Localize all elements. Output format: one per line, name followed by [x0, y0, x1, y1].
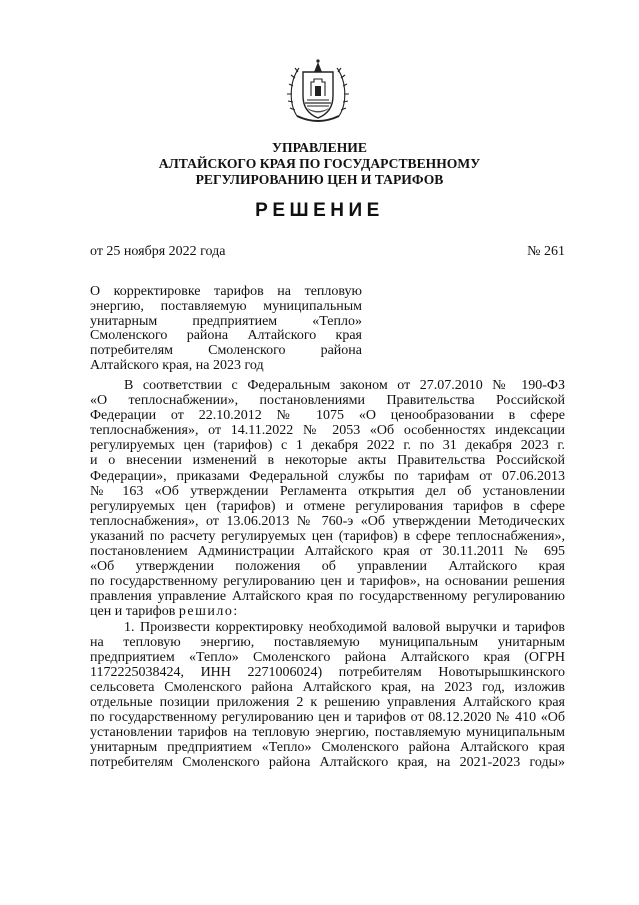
body-line: «О теплоснабжении», постановлениями Правительства Российской	[90, 393, 565, 409]
body-line: потребителям Смоленского района Алтайского края, на 2021-2023 годы»	[90, 755, 565, 771]
document-number: № 261	[527, 244, 565, 259]
document-title: РЕШЕНИЕ	[255, 200, 384, 221]
subject-line: энергию, поставляемую муниципальным	[90, 298, 362, 314]
body-line: Федерации от 22.10.2012 № 1075 «О ценообразовании в сфере	[90, 408, 565, 424]
body-line: сельсовета Смоленского района Алтайского края, на 2023 год, изложив	[90, 679, 565, 695]
body-line: теплоснабжения», от 14.11.2022 № 2053 «Об особенностях индексации	[90, 423, 565, 439]
body-line: унитарным предприятием «Тепло» Смоленского района Алтайского края	[90, 740, 565, 756]
subject-line: О корректировке тарифов на тепловую	[90, 284, 362, 299]
body-line: и о внесении изменений в некоторые акты Правительства Российской	[90, 453, 565, 469]
body-line: 1172225038424, ИНН 2271006024) потребителям Новотырышкинского	[90, 664, 565, 680]
body-line: «Об утверждении положения об управлении Алтайского края	[90, 559, 565, 575]
body-line: регулируемых цен (тарифов) с 1 декабря 2022 г. по 31 декабря 2023 г.	[90, 438, 565, 454]
authority-line: РЕГУЛИРОВАНИЮ ЦЕН И ТАРИФОВ	[195, 172, 444, 187]
document-body	[90, 378, 565, 770]
body-line: указаний по расчету регулируемых цен (тарифов) в сфере теплоснабжения»,	[90, 528, 565, 544]
body-line: установлении тарифов на тепловую энергию, поставляемую муниципальным	[90, 725, 565, 741]
body-line: отдельные позиции приложения 2 к решению управления Алтайского края	[90, 694, 565, 710]
body-line: 1. Произвести корректировку необходимой валовой выручки и тарифов	[124, 619, 565, 635]
subject-line: потребителям Смоленского района	[90, 343, 362, 359]
body-line: № 163 «Об утверждении Регламента открытия дел об установлении	[90, 483, 565, 499]
authority-line: АЛТАЙСКОГО КРАЯ ПО ГОСУДАРСТВЕННОМУ	[158, 156, 481, 171]
authority-line: УПРАВЛЕНИЕ	[272, 140, 367, 155]
body-line: Федерации», приказами Федеральной службы по тарифам от 07.06.2013	[90, 468, 565, 484]
issuing-authority	[100, 140, 539, 188]
body-line: по государственному регулированию цен и тарифов», на основании решения	[90, 574, 565, 590]
body-line: постановлением Администрации Алтайского края от 30.11.2011 № 695	[90, 544, 565, 560]
body-line: правления управление Алтайского края по государственному регулированию	[90, 589, 565, 605]
body-line: предприятием «Тепло» Смоленского района Алтайского края (ОГРН	[90, 649, 565, 665]
body-line: В соответствии с Федеральным законом от 27.07.2010 № 190-ФЗ	[124, 378, 565, 393]
document-subject	[90, 285, 362, 374]
subject-line: Алтайского края, на 2023 год	[90, 357, 264, 373]
body-line: по государственному регулированию цен и тарифов от 08.12.2020 № 410 «Об	[90, 710, 565, 726]
body-line: на тепловую энергию, поставляемую муниципальным унитарным	[90, 634, 565, 650]
body-line: регулируемых цен (тарифов) и отмене регулирования тарифов в сфере	[90, 498, 565, 514]
body-line-with-decision	[90, 604, 565, 619]
altai-krai-coat-of-arms	[287, 56, 349, 124]
subject-line: Смоленского района Алтайского края	[90, 328, 362, 344]
document-date: от 25 ноября 2022 года	[90, 244, 226, 259]
decided-word: решило:	[178, 604, 239, 620]
subject-line: унитарным предприятием «Тепло»	[90, 313, 362, 329]
body-line-text: цен и тарифов	[90, 604, 176, 620]
body-line: теплоснабжения», от 13.06.2013 № 760-э «Об утверждении Методических	[90, 513, 565, 529]
